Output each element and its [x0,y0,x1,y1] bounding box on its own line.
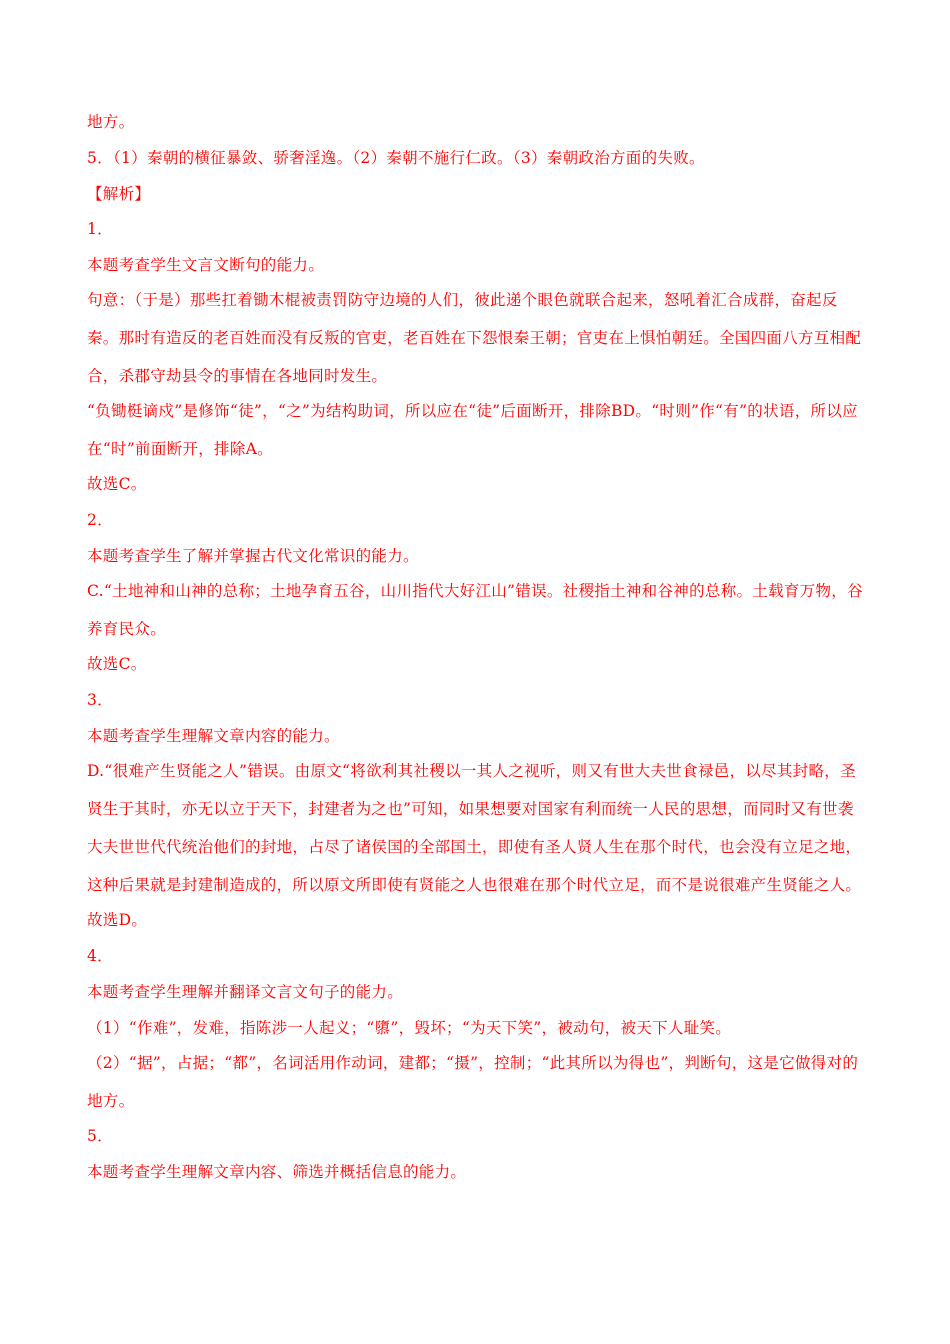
document-page [87,112,867,1182]
translation-item-1: （1）“作难”，发难，指陈涉一人起义；“隳”，毁坏；“为天下笑”，被动句，被天下人耻笑。 [87,1019,732,1037]
skill-statement-5: 本题考查学生理解文章内容、筛选并概括信息的能力。 [87,1163,467,1181]
skill-statement-1: 本题考查学生文言文断句的能力。 [87,256,325,274]
skill-statement-2: 本题考查学生了解并掌握古代文化常识的能力。 [87,547,419,565]
answer-choice-2: 故选C。 [87,655,147,673]
analysis-heading: 【解析】 [87,185,151,203]
question-number-4: 4． [87,947,113,965]
answer-choice-1: 故选C。 [87,475,147,493]
text-line: 地方。 [87,113,135,131]
answer-choice-3: 故选D。 [87,911,148,929]
skill-statement-4: 本题考查学生理解并翻译文言文句子的能力。 [87,983,404,1001]
explanation-paragraph-3: D.“很难产生贤能之人”错误。由原文“将欲利其社稷以一其人之视听，则又有世大夫世食禄邑，以尽其封略，圣贤生于其时，亦无以立于天下，封建者为之也”可知，如果想要对国家有利而统一人民的思想，而同时又有世袭大夫世世代代统治他们的封地，占尽了诸侯国的全部国土，即使有圣人贤人生在那个时代，也会没有立足之地，这种后果就是封建制造成的，所以原文所即使有贤能之人也很难在那个时代立足，而不是说很难产生贤能之人。 [87,762,862,894]
translation-paragraph: 句意：（于是）那些扛着锄木棍被责罚防守边境的人们，彼此递个眼色就联合起来，怒吼着汇合成群，奋起反秦。那时有造反的老百姓而没有反叛的官吏，老百姓在下怨恨秦王朝；官吏在上惧怕朝廷。全国四面八方互相配合，杀郡守劫县令的事情在各地同时发生。 [87,291,862,385]
question-number-2: 2． [87,511,113,529]
question-number-3: 3． [87,691,113,709]
translation-item-2: （2）“据”，占据；“都”，名词活用作动词，建都；“摄”，控制；“此其所以为得也”，判断句，这是它做得对的地方。 [87,1054,859,1110]
skill-statement-3: 本题考查学生理解文章内容的能力。 [87,727,340,745]
explanation-paragraph-2: C.“土地神和山神的总称；土地孕育五谷，山川指代大好江山”错误。社稷指土神和谷神的总称。土载育万物，谷养育民众。 [87,582,863,638]
answer-5: 5．（1）秦朝的横征暴敛、骄奢淫逸。（2）秦朝不施行仁政。（3）秦朝政治方面的失败。 [87,149,705,167]
question-number-5: 5． [87,1127,113,1145]
question-number-1: 1． [87,220,113,238]
explanation-paragraph-1: “负锄梃谪戍”是修饰“徒”，“之”为结构助词，所以应在“徒”后面断开，排除BD。“时则”作“有”的状语，所以应在“时”前面断开，排除A。 [87,402,858,458]
